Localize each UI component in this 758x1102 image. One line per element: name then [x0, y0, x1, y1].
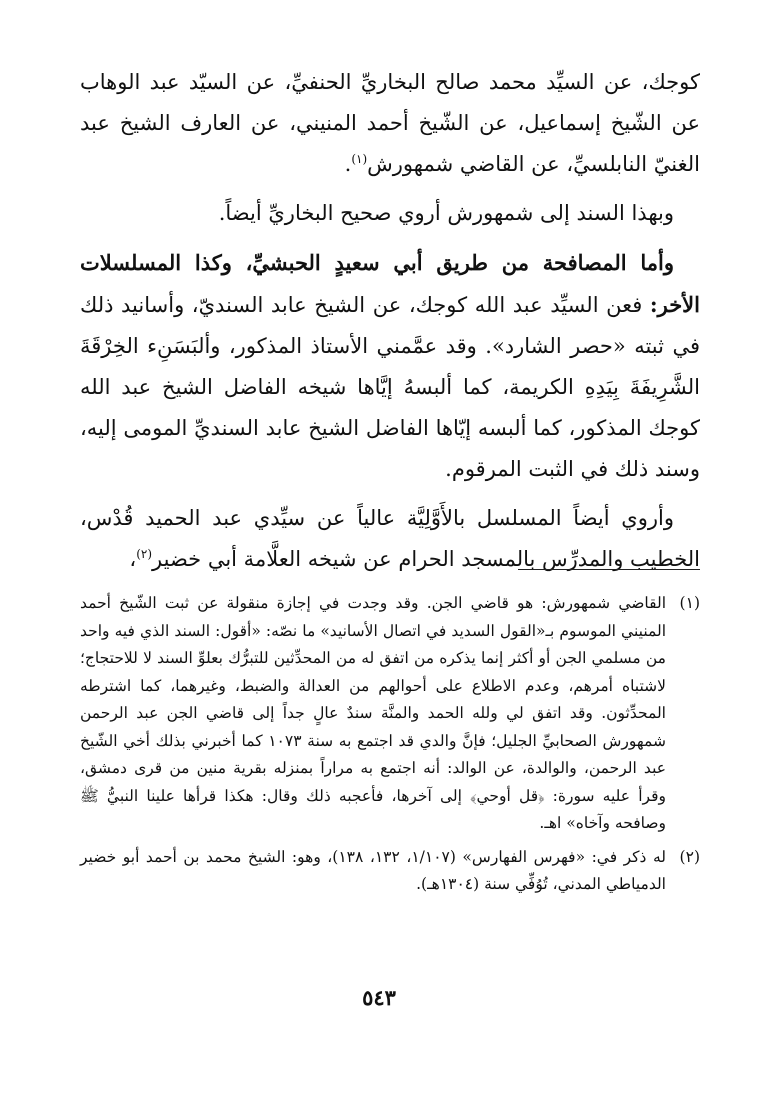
footnote-ref-2: (٢)	[136, 547, 153, 561]
footnote-1-number: (١)	[679, 594, 700, 612]
paragraph-4-end: ،	[129, 547, 137, 571]
paragraph-4	[80, 498, 700, 580]
paragraph-3-text: فعن السيِّد عبد الله كوجك، عن الشيخ عابد السنديّ، وأسانيد ذلك في ثبته «حصر الشارد». وقد عمَّمني الأستاذ المذكور، وألبَسَنِء الخِرْقَةَ الشَّرِيفَةَ بِيَدِهِ الكريمة، كما ألبسهُ إيَّاها شيخه الفاضل الشيخ عبد الله كوجك المذكور، كما ألبسه إيّاها الفاضل الشيخ عابد السنديِّ المومى إليه، وسند ذلك في الثبت المرقوم.	[80, 293, 700, 481]
paragraph-2: وبهذا السند إلى شمهورش أروي صحيح البخاريِّ أيضاً.	[218, 201, 674, 225]
footnote-divider	[518, 569, 700, 570]
main-text	[80, 62, 700, 580]
paragraph-3	[80, 242, 700, 490]
footnote-1	[80, 590, 700, 838]
paragraph-1-text: كوجك، عن السيِّد محمد صالح البخاريِّ الحنفيِّ، عن السيّد عبد الوهاب عن الشّيخ إسماعيل، عن الشّيخ أحمد المنيني، عن العارف الشيخ عبد الغنيّ النابلسيِّ، عن القاضي شمهورش	[80, 70, 700, 176]
footnote-ref-1: (١)	[351, 152, 368, 166]
footnote-2-text: له ذكر في: «فهرس الفهارس» (١/١٠٧، ١٣٢، ١٣٨)، وهو: الشيخ محمد بن أحمد أبو خضير الدمياطي المدني، تُوُفِّي سنة (١٣٠٤هـ).	[80, 847, 666, 893]
paragraph-1	[80, 62, 700, 185]
paragraph-4-text: وأروي أيضاً المسلسل بالأَوَّلِيَّة عالياً عن سيِّدي عبد الحميد قُدْس، الخطيب والمدرِّس بالمسجد الحرام عن شيخه العلَّامة أبي خضير	[80, 506, 700, 571]
footnote-2	[80, 844, 700, 899]
page-number: ٥٤٣	[362, 985, 396, 1010]
footnote-2-number: (٢)	[679, 847, 700, 866]
footnotes	[80, 590, 700, 905]
paragraph-1-end: .	[344, 152, 352, 176]
paragraph-3-heading: وأما المصافحة من طريق أبي سعيدٍ الحبشيِّ، وكذا المسلسلات الأخر:	[80, 250, 700, 317]
footnote-1-text: القاضي شمهورش: هو قاضي الجن. وقد وجدت في إجازة منقولة عن ثبت الشّيخ أحمد المنيني الموسوم بـ«القول السديد في اتصال الأسانيد» ما نصّه: «أقول: السند الذي فيه واحد من مسلمي الجن أو أكثر إنما يذكره من اتفق له من المحدِّثين للتبرُّك بعلوِّ السند لا للاحتجاج؛ لاشتباه أمرهم، وعدم الاطلاع على أحوالهم من العدالة والضبط، وغيرهما، كما اشترطه المحدِّثون. وقد اتفق لي ولله الحمد والمنَّة سندٌ عالٍ جداً إلى قاضي الجن عبد الرحمن شمهورش الصحابيِّ الجليل؛ فإنَّ والدي قد اجتمع به سنة ١٠٧٣ كما أخبرني بذلك أخي الشّيخ عبد الرحمن، والوالدة، عن الوالد: أنه اجتمع به مراراً بمنزله بقرية منين من قرى دمشق، وقرأ عليه سورة: ﴿قل أوحي﴾ إلى آخرها، فأعجبه ذلك وقال: هكذا قرأها علينا النبيُّ ﷺ وصافحه وآخاه» اهـ.	[80, 594, 666, 832]
